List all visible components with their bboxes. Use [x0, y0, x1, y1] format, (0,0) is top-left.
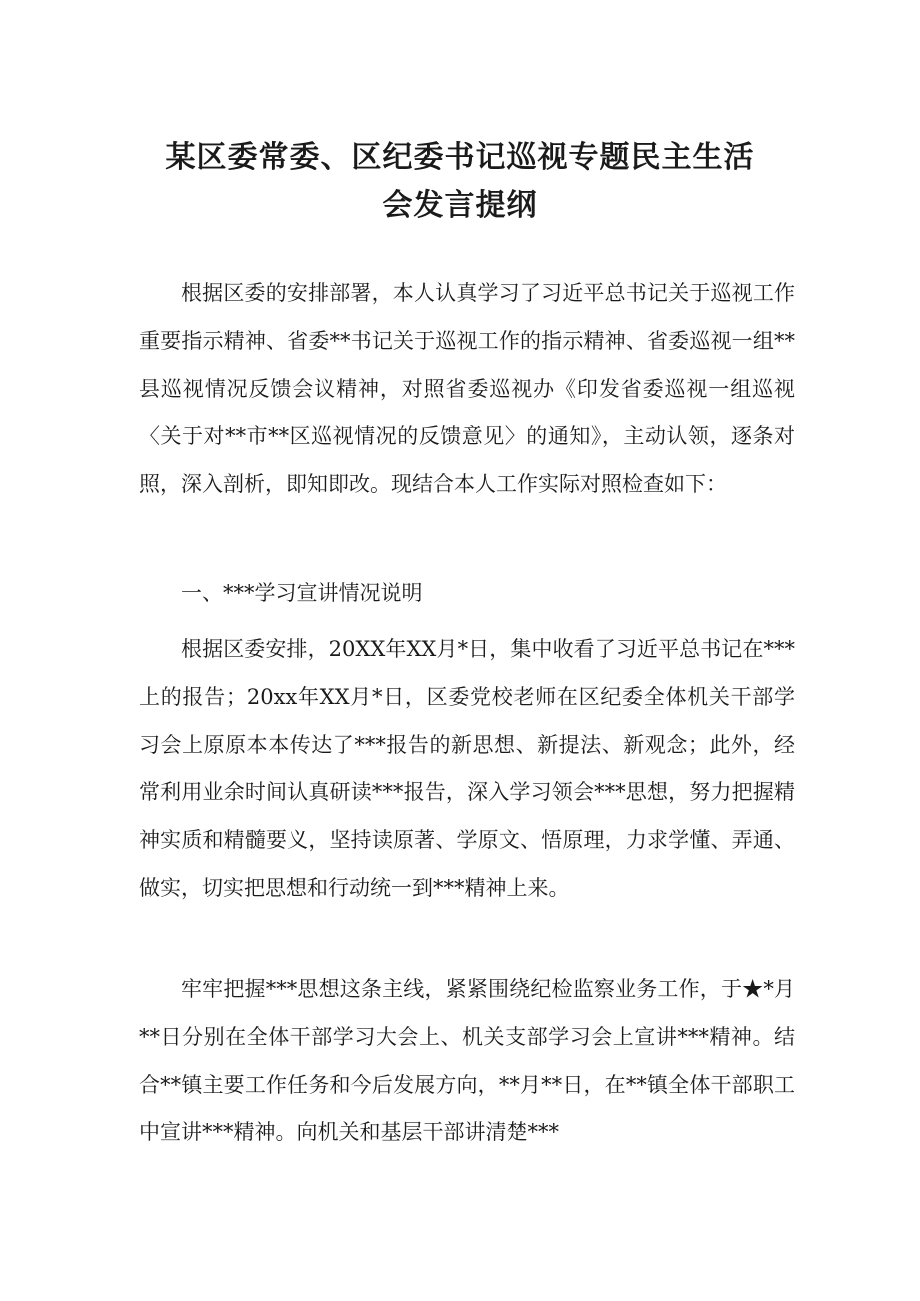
intro-paragraph: 根据区委的安排部署，本人认真学习了习近平总书记关于巡视工作重要指示精神、省委**书记关于巡视工作的指示精神、省委巡视一组**县巡视情况反馈会议精神，对照省委巡视办《印发省委巡视一组巡视〈关于对**市**区巡视情况的反馈意见〉的通知》，主动认领，逐条对照，深入剖析，即知即改。现结合本人工作实际对照检查如下： — [139, 281, 795, 497]
body-paragraph-2: 牢牢把握***思想这条主线，紧紧围绕纪检监察业务工作，于★*月**日分别在全体干部学习大会上、机关支部学习会上宣讲***精神。结合**镇主要工作任务和今后发展方向，**月**日，在**镇全体干部职工中宣讲***精神。向机关和基层干部讲清楚*** — [139, 977, 795, 1145]
section-heading-1: 一、***学习宣讲情况说明 — [181, 581, 423, 605]
body-paragraph-1: 根据区委安排，20XX年XX月*日，集中收看了习近平总书记在***上的报告；20xx年XX月*日，区委党校老师在区纪委全体机关干部学习会上原原本本传达了***报告的新思想、新提法、新观念；此外，经常利用业余时间认真研读***报告，深入学习领会***思想，努力把握精神实质和精髓要义，坚持读原著、学原文、悟原理，力求学懂、弄通、做实，切实把思想和行动统一到***精神上来。 — [139, 637, 795, 900]
document-title-line-2: 会发言提纲 — [382, 188, 538, 223]
document-title-line-1: 某区委常委、区纪委书记巡视专题民主生活 — [165, 140, 755, 175]
